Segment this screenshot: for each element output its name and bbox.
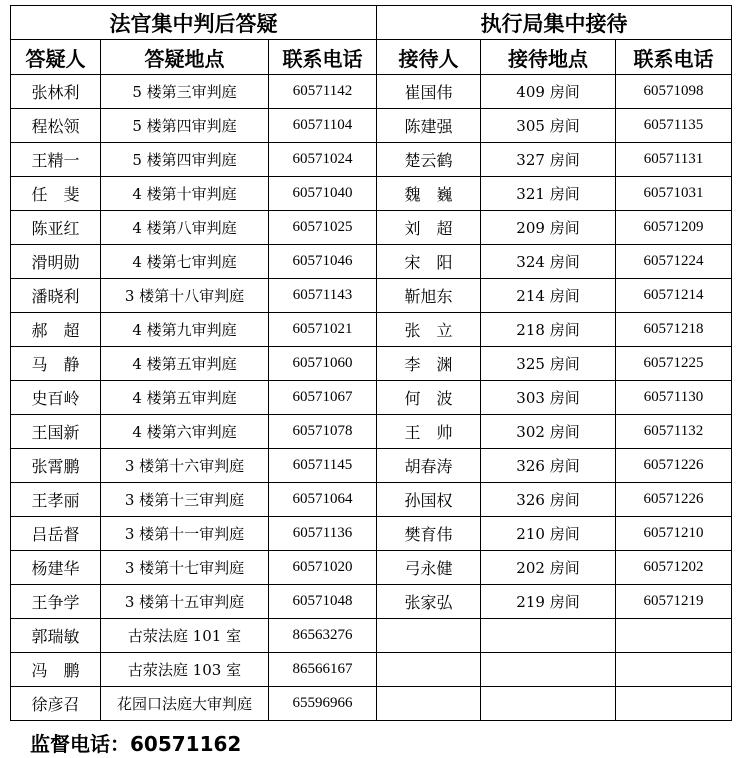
reception-location-cell: 218 房间 [481,313,616,347]
column-header-qa-location: 答疑地点 [101,40,269,75]
receptionist-name-cell: 胡春涛 [377,449,481,483]
receptionist-phone-cell: 60571132 [616,415,732,449]
reception-location-cell: 219 房间 [481,585,616,619]
respondent-phone-cell: 60571145 [269,449,377,483]
respondent-phone-cell: 60571021 [269,313,377,347]
reception-location-cell: 324 房间 [481,245,616,279]
respondent-phone-cell: 60571078 [269,415,377,449]
respondent-phone-cell: 60571067 [269,381,377,415]
table-row [11,517,732,551]
receptionist-phone-cell: 60571209 [616,211,732,245]
table-row [11,211,732,245]
receptionist-phone-cell [616,619,732,653]
respondent-name-cell: 陈亚红 [11,211,101,245]
table-row [11,347,732,381]
table-row [11,381,732,415]
table-row [11,449,732,483]
respondent-name-cell: 王争学 [11,585,101,619]
qa-location-cell: 4 楼第九审判庭 [101,313,269,347]
table-row [11,279,732,313]
receptionist-name-cell: 何 波 [377,381,481,415]
respondent-name-cell: 吕岳督 [11,517,101,551]
receptionist-name-cell: 张 立 [377,313,481,347]
qa-location-cell: 4 楼第十审判庭 [101,177,269,211]
table-row [11,483,732,517]
respondent-name-cell: 马 静 [11,347,101,381]
reception-location-cell: 409 房间 [481,75,616,109]
table-row [11,75,732,109]
table-row [11,177,732,211]
supervision-hotline: 监督电话：60571162 [30,732,242,756]
reception-location-cell: 326 房间 [481,449,616,483]
receptionist-phone-cell [616,687,732,721]
respondent-phone-cell: 60571064 [269,483,377,517]
reception-location-cell: 302 房间 [481,415,616,449]
receptionist-phone-cell: 60571031 [616,177,732,211]
receptionist-phone-cell: 60571226 [616,449,732,483]
respondent-phone-cell: 60571142 [269,75,377,109]
receptionist-name-cell: 王 帅 [377,415,481,449]
respondent-phone-cell: 60571040 [269,177,377,211]
column-header-phone: 联系电话 [616,40,732,75]
receptionist-name-cell [377,687,481,721]
respondent-name-cell: 潘晓利 [11,279,101,313]
respondent-name-cell: 王国新 [11,415,101,449]
receptionist-name-cell: 樊育伟 [377,517,481,551]
respondent-phone-cell: 65596966 [269,687,377,721]
qa-location-cell: 3 楼第十八审判庭 [101,279,269,313]
reception-location-cell: 303 房间 [481,381,616,415]
respondent-name-cell: 冯 鹏 [11,653,101,687]
respondent-name-cell: 张林利 [11,75,101,109]
qa-location-cell: 4 楼第五审判庭 [101,381,269,415]
receptionist-name-cell: 张家弘 [377,585,481,619]
qa-location-cell: 5 楼第四审判庭 [101,109,269,143]
receptionist-phone-cell: 60571218 [616,313,732,347]
reception-location-cell: 209 房间 [481,211,616,245]
qa-location-cell: 5 楼第四审判庭 [101,143,269,177]
qa-location-cell: 花园口法庭大审判庭 [101,687,269,721]
receptionist-name-cell: 弓永健 [377,551,481,585]
respondent-phone-cell: 60571104 [269,109,377,143]
column-header-reception-location: 接待地点 [481,40,616,75]
enforcement-reception-group-title: 执行局集中接待 [377,6,732,40]
reception-location-cell [481,687,616,721]
respondent-name-cell: 程松领 [11,109,101,143]
receptionist-name-cell [377,653,481,687]
respondent-phone-cell: 60571024 [269,143,377,177]
respondent-phone-cell: 86563276 [269,619,377,653]
qa-location-cell: 4 楼第七审判庭 [101,245,269,279]
qa-location-cell: 3 楼第十六审判庭 [101,449,269,483]
respondent-name-cell: 王孝丽 [11,483,101,517]
table-row [11,143,732,177]
qa-location-cell: 古荥法庭 101 室 [101,619,269,653]
respondent-name-cell: 郭瑞敏 [11,619,101,653]
reception-location-cell: 210 房间 [481,517,616,551]
respondent-phone-cell: 60571048 [269,585,377,619]
receptionist-name-cell: 李 渊 [377,347,481,381]
table-row [11,109,732,143]
receptionist-phone-cell: 60571130 [616,381,732,415]
receptionist-name-cell: 陈建强 [377,109,481,143]
receptionist-name-cell: 楚云鹤 [377,143,481,177]
reception-location-cell: 202 房间 [481,551,616,585]
reception-location-cell [481,619,616,653]
qa-location-cell: 3 楼第十一审判庭 [101,517,269,551]
qa-location-cell: 3 楼第十三审判庭 [101,483,269,517]
receptionist-phone-cell: 60571131 [616,143,732,177]
respondent-phone-cell: 60571143 [269,279,377,313]
reception-schedule-table [10,5,732,721]
receptionist-name-cell: 孙国权 [377,483,481,517]
column-header-receptionist: 接待人 [377,40,481,75]
respondent-phone-cell: 60571020 [269,551,377,585]
receptionist-phone-cell [616,653,732,687]
table-row [11,551,732,585]
qa-location-cell: 4 楼第六审判庭 [101,415,269,449]
receptionist-phone-cell: 60571098 [616,75,732,109]
receptionist-name-cell: 崔国伟 [377,75,481,109]
judge-qa-group-title: 法官集中判后答疑 [11,6,377,40]
respondent-name-cell: 郝 超 [11,313,101,347]
receptionist-name-cell: 靳旭东 [377,279,481,313]
receptionist-phone-cell: 60571135 [616,109,732,143]
reception-location-cell: 214 房间 [481,279,616,313]
column-header-row [11,40,732,75]
respondent-name-cell: 徐彦召 [11,687,101,721]
respondent-name-cell: 任 斐 [11,177,101,211]
receptionist-name-cell: 魏 巍 [377,177,481,211]
reception-location-cell: 325 房间 [481,347,616,381]
reception-location-cell: 327 房间 [481,143,616,177]
respondent-phone-cell: 60571136 [269,517,377,551]
reception-location-cell: 326 房间 [481,483,616,517]
column-header-phone: 联系电话 [269,40,377,75]
qa-location-cell: 5 楼第三审判庭 [101,75,269,109]
qa-location-cell: 3 楼第十七审判庭 [101,551,269,585]
receptionist-phone-cell: 60571219 [616,585,732,619]
receptionist-phone-cell: 60571202 [616,551,732,585]
respondent-phone-cell: 86566167 [269,653,377,687]
table-row [11,619,732,653]
respondent-phone-cell: 60571025 [269,211,377,245]
respondent-name-cell: 杨建华 [11,551,101,585]
receptionist-phone-cell: 60571214 [616,279,732,313]
respondent-name-cell: 史百岭 [11,381,101,415]
reception-location-cell: 321 房间 [481,177,616,211]
table-row [11,415,732,449]
table-row [11,585,732,619]
receptionist-name-cell: 宋 阳 [377,245,481,279]
group-header-row [11,6,732,40]
reception-location-cell [481,653,616,687]
respondent-name-cell: 滑明勋 [11,245,101,279]
qa-location-cell: 古荥法庭 103 室 [101,653,269,687]
qa-location-cell: 3 楼第十五审判庭 [101,585,269,619]
qa-location-cell: 4 楼第五审判庭 [101,347,269,381]
receptionist-phone-cell: 60571210 [616,517,732,551]
receptionist-name-cell: 刘 超 [377,211,481,245]
receptionist-phone-cell: 60571224 [616,245,732,279]
respondent-phone-cell: 60571046 [269,245,377,279]
table-row [11,687,732,721]
respondent-name-cell: 张霄鹏 [11,449,101,483]
receptionist-phone-cell: 60571225 [616,347,732,381]
receptionist-phone-cell: 60571226 [616,483,732,517]
qa-location-cell: 4 楼第八审判庭 [101,211,269,245]
table-row [11,245,732,279]
respondent-name-cell: 王精一 [11,143,101,177]
receptionist-name-cell [377,619,481,653]
table-row [11,313,732,347]
schedule-body [11,75,732,721]
column-header-respondent: 答疑人 [11,40,101,75]
reception-location-cell: 305 房间 [481,109,616,143]
table-row [11,653,732,687]
respondent-phone-cell: 60571060 [269,347,377,381]
